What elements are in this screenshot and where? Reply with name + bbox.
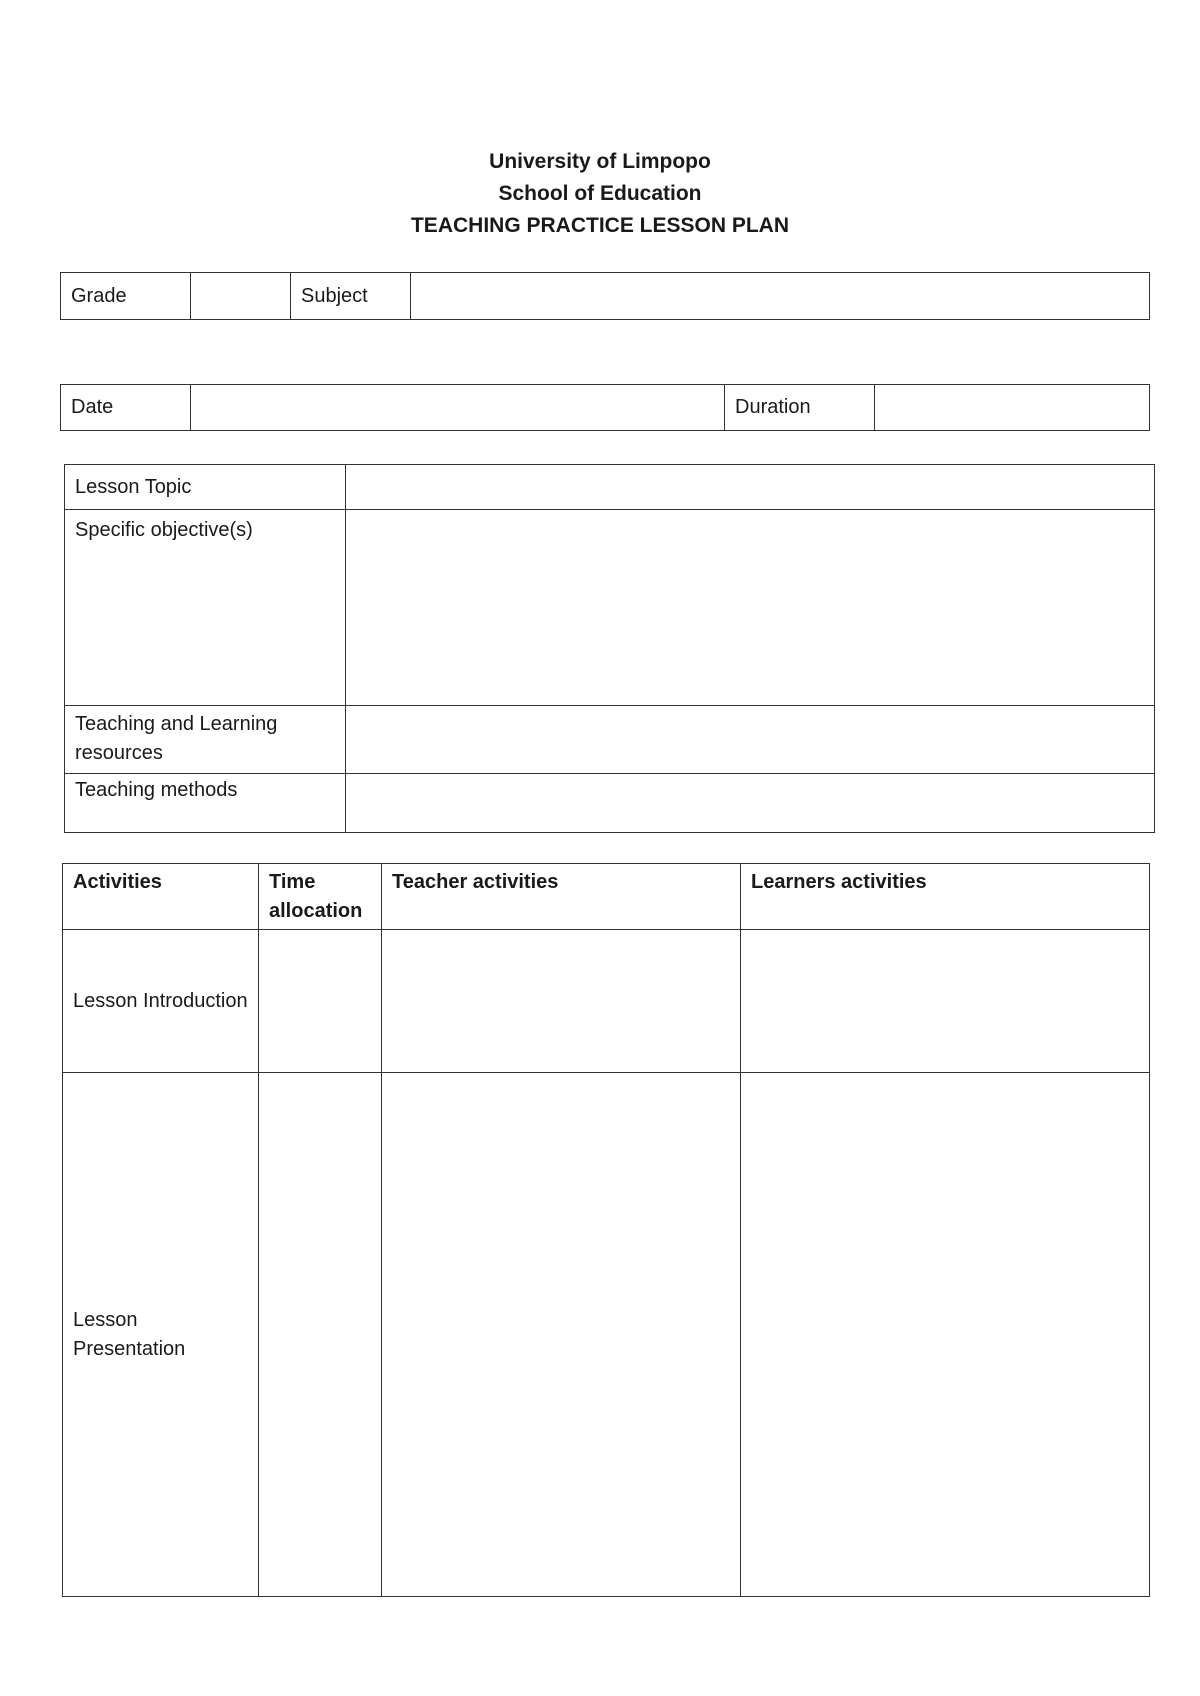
duration-field[interactable] xyxy=(875,385,1150,431)
presentation-learners-field[interactable] xyxy=(741,1073,1150,1597)
presentation-time-field[interactable] xyxy=(259,1073,382,1597)
header-activities: Activities xyxy=(63,864,259,930)
activities-table xyxy=(62,863,1150,1597)
activity-presentation-label: Lesson Presentation xyxy=(63,1073,259,1597)
teaching-methods-label: Teaching methods xyxy=(65,774,346,833)
presentation-teacher-field[interactable] xyxy=(382,1073,741,1597)
subject-field[interactable] xyxy=(411,273,1150,320)
grade-subject-table xyxy=(60,272,1150,320)
specific-objectives-field[interactable] xyxy=(346,510,1155,706)
resources-field[interactable] xyxy=(346,706,1155,774)
header-learners-activities: Learners activities xyxy=(741,864,1150,930)
document-title: TEACHING PRACTICE LESSON PLAN xyxy=(410,214,790,237)
resources-label: Teaching and Learning resources xyxy=(65,706,346,774)
table-row xyxy=(63,1073,1150,1597)
activity-introduction-label: Lesson Introduction xyxy=(63,930,259,1073)
introduction-teacher-field[interactable] xyxy=(382,930,741,1073)
date-duration-table xyxy=(60,384,1150,431)
lesson-info-table xyxy=(64,464,1155,833)
grade-field[interactable] xyxy=(191,273,291,320)
header-time-allocation: Time allocation xyxy=(259,864,382,930)
introduction-time-field[interactable] xyxy=(259,930,382,1073)
school-name: School of Education xyxy=(498,182,702,205)
lesson-topic-field[interactable] xyxy=(346,465,1155,510)
date-label: Date xyxy=(61,385,191,431)
specific-objectives-label: Specific objective(s) xyxy=(65,510,346,706)
document-header xyxy=(0,146,1200,242)
duration-label: Duration xyxy=(725,385,875,431)
grade-label: Grade xyxy=(61,273,191,320)
teaching-methods-field[interactable] xyxy=(346,774,1155,833)
university-name: University of Limpopo xyxy=(489,150,711,173)
subject-label: Subject xyxy=(291,273,411,320)
introduction-learners-field[interactable] xyxy=(741,930,1150,1073)
lesson-topic-label: Lesson Topic xyxy=(65,465,346,510)
header-teacher-activities: Teacher activities xyxy=(382,864,741,930)
table-row xyxy=(63,930,1150,1073)
date-field[interactable] xyxy=(191,385,725,431)
